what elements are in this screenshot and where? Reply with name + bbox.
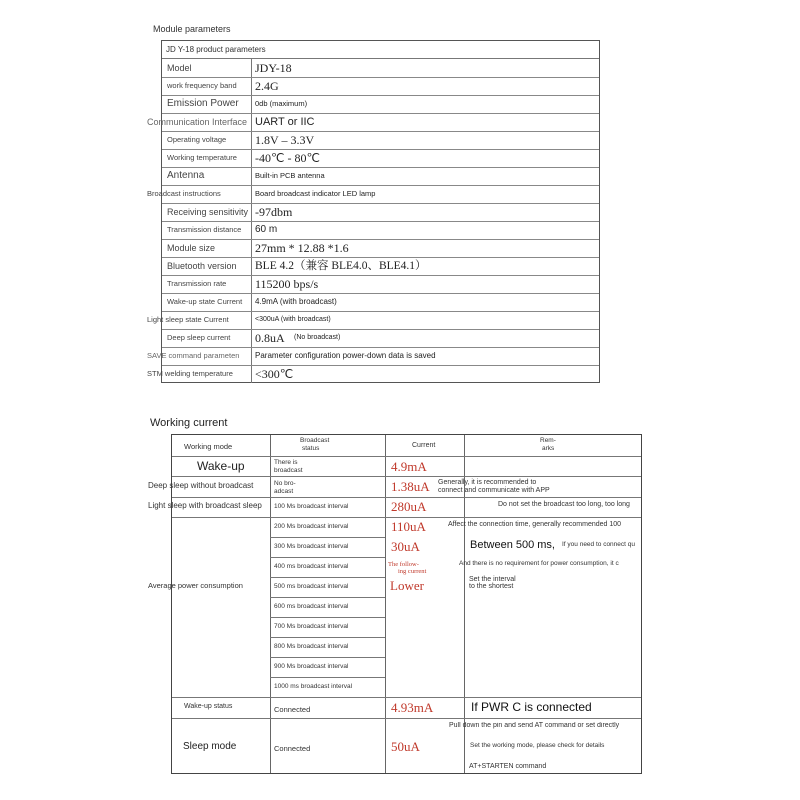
mode-sleep: Sleep mode (183, 741, 237, 752)
header-broadcast: Broadcast (300, 437, 330, 444)
current-100ms: 280uA (391, 499, 427, 514)
table-row: Light sleep state Current <300uA (with broadcast) (162, 311, 599, 330)
column-divider (385, 435, 386, 773)
header-remarks: Rem- (540, 437, 556, 444)
header-current: Current (412, 442, 436, 449)
table-row: STM welding temperature <300℃ (147, 367, 294, 381)
table-row: Transmission rate 115200 bps/s (162, 275, 599, 294)
table-row: Operating voltage 1.8V – 3.3V (162, 131, 599, 150)
table-row: SAVE command parameten Parameter configuration power-down data is saved (162, 347, 599, 366)
current-200ms: 110uA (391, 519, 426, 534)
current-lower: Lower (390, 578, 424, 593)
table-row: Module size 27mm * 12.88 *1.6 (162, 239, 599, 258)
header-mode: Working mode (184, 442, 233, 451)
mode-deep-sleep: Deep sleep without broadcast (148, 481, 254, 490)
table-row: work frequency band 2.4G (162, 77, 599, 96)
working-current-table: Working mode Broadcast status Current Rem- arks Wake-up Deep sleep without broadcast Light sleep with broadcast sleep Average power consumption Wake-up status Sleep mode There is broadcast No bro- adcast 100 Ms broadcast interval 200 Ms broadcast interval 300 Ms broadcast interval 400 ms broadcast interval 500 ms broadcast interval 600 ms broadcast interval 700 Ms broadcast interval 800 Ms broadcast interval 900 Ms broadcast interval 1000 ms broadcast interval Connected Connected 4.9mA 1.38uA 280uA 110uA 30uA The follow- ing current Lower 4.93mA 50uA Generally, it is recommended to connect and communicate with APP Do not set the broadcast too long, too long Affect the connection time, generally recommended 100 Between 500 ms, If you need to connect qu And there is no requirement for power consumption, it c Set the interval to the shortest If PWR C is connected Pull down the pin and send AT command or set directly Set the working mode, please check for details AT+STARTEN command (171, 434, 642, 774)
table-row: Wake-up state Current 4.9mA (with broadcast) (162, 293, 599, 312)
table-row: Antenna Built-in PCB antenna (162, 167, 599, 186)
table-row: Emission Power 0db (maximum) (162, 95, 599, 114)
table-row: Transmission distance 60 m (162, 221, 599, 240)
mode-average: Average power consumption (148, 581, 243, 590)
table-row: Working temperature -40℃ - 80℃ (162, 149, 599, 168)
table-row: Receiving sensitivity -97dbm (162, 203, 599, 222)
mode-wake-status: Wake-up status (184, 703, 233, 710)
mode-light-sleep: Light sleep with broadcast sleep (148, 501, 262, 510)
table-row: Communication Interface UART or IIC (162, 113, 599, 132)
table-row: Bluetooth version BLE 4.2（兼容 BLE4.0、BLE4.1） (162, 257, 599, 276)
table-row: Broadcast instructions Board broadcast indicator LED lamp (162, 185, 599, 204)
current-sleep: 50uA (391, 739, 420, 754)
current-section-title: Working current (150, 417, 228, 429)
table-row: Deep sleep current 0.8uA (No broadcast) (162, 329, 599, 348)
module-parameters-table (147, 40, 600, 383)
current-wake: 4.9mA (391, 459, 427, 474)
column-divider (270, 435, 271, 773)
module-section-title: Module parameters (153, 24, 231, 34)
current-300ms: 30uA (391, 539, 420, 554)
current-deep: 1.38uA (391, 479, 430, 494)
current-wake-status: 4.93mA (391, 700, 434, 715)
table-row: Model JDY-18 (162, 59, 599, 78)
table-header: JD Y-18 product parameters (162, 41, 599, 59)
mode-wake: Wake-up (197, 459, 245, 473)
